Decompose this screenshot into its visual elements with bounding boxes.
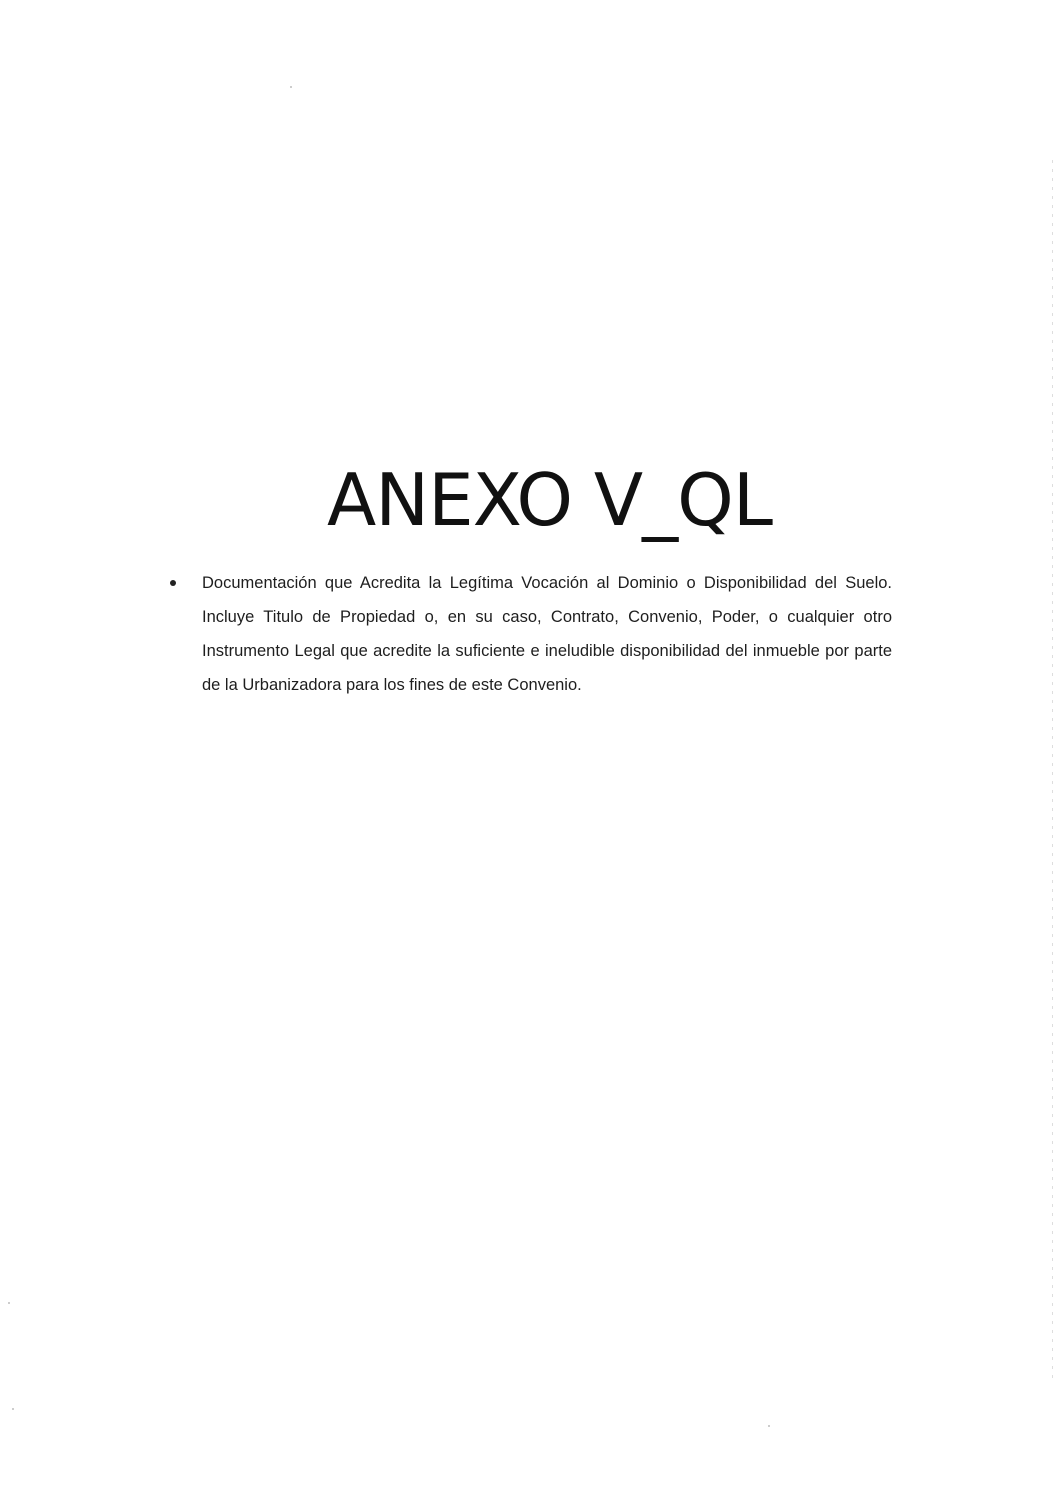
- list-item-text: Documentación que Acredita la Legítima Vocación al Dominio o Disponibilidad del Suelo. Incluye Titulo de Propiedad o, en su caso, Contrato, Convenio, Poder, o cualquier otro Instrumento Legal que acredite la suficiente e ineludible disponibilidad del inmueble por parte de la Urbanizadora para los fines de este Convenio.: [202, 574, 892, 694]
- scan-speck: [12, 1408, 14, 1410]
- scan-edge-artifact: [1052, 160, 1053, 1380]
- scan-speck: [768, 1425, 770, 1427]
- scan-speck: [290, 86, 292, 88]
- page-title: ANEXO V_QL: [327, 458, 772, 542]
- bullet-icon: [170, 580, 176, 586]
- list-item: [168, 566, 892, 702]
- scan-speck: [8, 1302, 10, 1304]
